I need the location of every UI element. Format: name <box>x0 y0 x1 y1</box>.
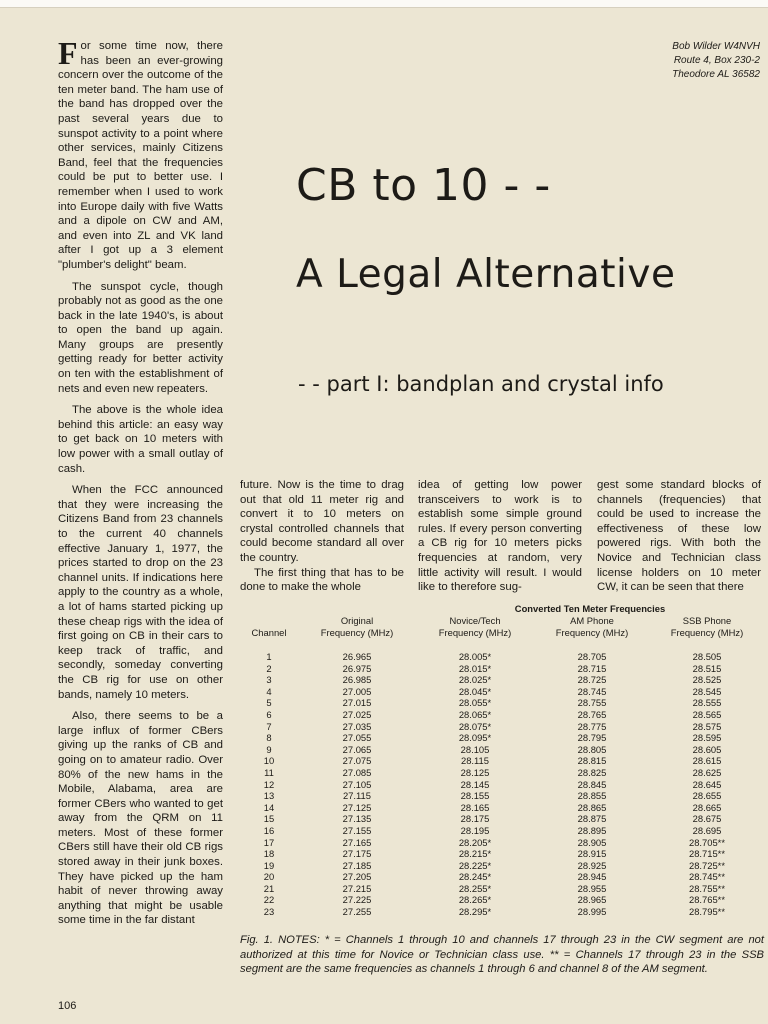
table-group-header-row <box>240 603 764 615</box>
table-cell: 28.505 <box>692 651 722 662</box>
table-cell: 28.595 <box>692 732 722 744</box>
table-cell: 1 <box>266 651 272 662</box>
left-text-column <box>58 35 223 935</box>
text-column-2 <box>418 478 582 595</box>
table-cell: 28.855 <box>577 790 607 802</box>
table-cell: 28.965 <box>577 894 607 906</box>
article-subtitle: - - part I: bandplan and crystal info <box>298 372 664 396</box>
table-cell: 28.955 <box>577 882 607 894</box>
table-row <box>240 813 764 825</box>
table-cell: 28.065* <box>458 708 492 720</box>
table-cell: 23 <box>263 906 275 918</box>
table-cell: 28.605 <box>692 743 722 755</box>
table-cell: 28.255* <box>458 882 492 894</box>
table-row <box>240 848 764 860</box>
table-cell: 27.135 <box>342 813 372 825</box>
table-cell: 19 <box>263 859 275 871</box>
table-cell: 26.985 <box>342 674 372 686</box>
table-cell: 27.085 <box>342 766 372 778</box>
paragraph <box>58 35 223 273</box>
table-row <box>240 697 764 709</box>
table-row <box>240 767 764 779</box>
table-cell: 27.155 <box>342 824 372 836</box>
table-cell: 27.065 <box>342 743 372 755</box>
table-cell: 28.205* <box>458 836 492 848</box>
table-cell: 27.205 <box>342 871 372 883</box>
table-row <box>240 871 764 883</box>
table-cell: 28.745 <box>577 685 607 697</box>
table-cell: 28.705 <box>577 651 607 662</box>
page-number: 106 <box>58 1000 77 1012</box>
table-cell: 28.725 <box>577 674 607 686</box>
table-cell: 27.255 <box>342 906 372 918</box>
table-cell: 28.125 <box>460 766 490 778</box>
table-cell: 12 <box>263 778 275 790</box>
column-header: Frequency (MHz) <box>320 627 394 638</box>
table-cell: 28.745** <box>689 871 725 883</box>
table-cell: 28.945 <box>577 871 607 883</box>
article-title-line2: A Legal Alternative <box>296 252 676 297</box>
table-cell: 28.155 <box>460 790 490 802</box>
table-cell: 28.045* <box>458 685 492 697</box>
table-cell: 28.725** <box>689 859 725 871</box>
table-cell: 28.615 <box>692 755 722 767</box>
page-top-edge <box>0 0 768 8</box>
author-address: Route 4, Box 230-2 <box>673 55 760 66</box>
drop-cap: F <box>58 35 78 71</box>
table-cell: 28.675 <box>692 813 722 825</box>
table-cell: 15 <box>263 813 275 825</box>
table-cell: 28.555 <box>692 697 722 709</box>
table-cell: 28.755 <box>577 697 607 709</box>
paragraph: idea of getting low power transceivers to work is to establish some simple ground rules. If every person converting a CB rig for 10 meters picks frequencies at random, very little activity will result. I would like to therefore sug- <box>418 479 582 594</box>
author-city: Theodore AL 36582 <box>672 69 760 80</box>
table-cell: 28.625 <box>692 766 722 778</box>
table-cell: 27.105 <box>342 778 372 790</box>
table-row <box>240 744 764 756</box>
table-cell: 28.265* <box>458 894 492 906</box>
column-header: AM Phone <box>570 615 614 626</box>
table-cell: 28.865 <box>577 801 607 813</box>
article-title-line1: CB to 10 - - <box>296 160 551 211</box>
table-cell: 28.765** <box>689 894 725 906</box>
table-cell: 7 <box>266 720 272 732</box>
column-header <box>240 615 298 627</box>
paragraph: gest some standard blocks of channels (frequencies) that could be used to increase the effectiveness of these low powered rigs. With both the Novice and Technician class license holders on 10 meter CW, it can be seen that there <box>597 479 761 594</box>
table-cell: 28.845 <box>577 778 607 790</box>
paragraph: The first thing that has to be done to make the whole <box>240 566 404 594</box>
table-row <box>240 906 764 918</box>
table-cell: 27.075 <box>342 755 372 767</box>
paragraph: The sunspot cycle, though probably not as good as the one back in the late 1940's, is about to open the band up again. Many groups are presently getting ready for better activity on ten with the establishment of nets and even new repeaters. <box>58 280 223 395</box>
table-cell: 16 <box>263 824 275 836</box>
table-cell: 28.795 <box>577 732 607 744</box>
table-cell: 28.025* <box>458 674 492 686</box>
table-row <box>240 686 764 698</box>
table-cell: 28.565 <box>692 708 722 720</box>
table-cell: 27.165 <box>342 836 372 848</box>
table-cell: 28.295* <box>458 906 492 918</box>
table-cell: 8 <box>266 732 272 744</box>
table-row <box>240 651 764 663</box>
table-cell: 28.005* <box>458 651 492 662</box>
table-cell: 22 <box>263 894 275 906</box>
table-cell: 27.185 <box>342 859 372 871</box>
table-cell: 17 <box>263 836 275 848</box>
table-cell: 28.105 <box>460 743 490 755</box>
table-cell: 28.015* <box>458 662 492 674</box>
table-cell: 27.055 <box>342 732 372 744</box>
table-cell: 28.515 <box>692 662 722 674</box>
table-cell: 21 <box>263 882 275 894</box>
column-header: Frequency (MHz) <box>555 627 629 638</box>
table-cell: 27.225 <box>342 894 372 906</box>
table-cell: 4 <box>266 685 272 697</box>
table-cell: 28.665 <box>692 801 722 813</box>
table-row <box>240 709 764 721</box>
author-block <box>640 40 760 82</box>
table-cell: 2 <box>266 662 272 674</box>
column-header: Frequency (MHz) <box>438 627 512 638</box>
table-cell: 28.995 <box>577 906 607 918</box>
table-cell: 28.175 <box>460 813 490 825</box>
table-cell: 18 <box>263 848 275 860</box>
table-cell: 27.005 <box>342 685 372 697</box>
column-header: SSB Phone <box>682 615 732 626</box>
table-cell: 28.815 <box>577 755 607 767</box>
table-cell: 28.925 <box>577 859 607 871</box>
table-cell: 27.175 <box>342 848 372 860</box>
figure-caption: Fig. 1. NOTES: * = Channels 1 through 10 and channels 17 through 23 in the CW segment are not authorized at this time for Novice or Technician class use. ** = Channels 17 through 23 in the SSB segment are the same frequencies as channels 1 through 6 and channel 8 of the AM segment. <box>240 934 764 976</box>
column-header: Channel <box>251 627 287 638</box>
table-cell: 11 <box>264 766 274 778</box>
table-header-row-top <box>240 615 764 627</box>
table-cell: 28.715** <box>689 848 725 860</box>
table-row <box>240 790 764 802</box>
table-cell: 28.875 <box>577 813 607 825</box>
paragraph: When the FCC announced that they were increasing the Citizens Band from 23 channels to the current 40 channels effective January 1, 1977, the prices started to drop on the 23 channel units. If indications here apply to the country as a whole, a lot of hams started picking up these cheap rigs with the idea of first going on CB in their cars to keep track of traffic, and secondly, someday converting the CB rig for use on other bands, namely 10 meters. <box>58 484 223 701</box>
table-cell: 28.895 <box>577 824 607 836</box>
table-row <box>240 755 764 767</box>
table-cell: 28.095* <box>458 732 492 744</box>
table-row <box>240 732 764 744</box>
table-cell: 6 <box>266 708 272 720</box>
table-row <box>240 721 764 733</box>
table-row <box>240 860 764 872</box>
table-cell: 28.575 <box>692 720 722 732</box>
table-cell: 28.655 <box>692 790 722 802</box>
table-cell: 28.765 <box>577 708 607 720</box>
table-row <box>240 837 764 849</box>
table-cell: 28.195 <box>460 824 490 836</box>
table-cell: 27.025 <box>342 708 372 720</box>
table-cell: 28.075* <box>458 720 492 732</box>
text-column-3 <box>597 478 761 595</box>
column-header: Frequency (MHz) <box>670 627 744 638</box>
table-cell: 27.015 <box>342 697 372 709</box>
paragraph: Also, there seems to be a large influx of former CBers giving up the ranks of CB and going on to amateur radio. Over 80% of the new hams in the Mobile, Alabama, area are former CBers who wanted to get away from the QRM on 11 meters. Most of these former CBers still have their old CB rigs stored away in their junk boxes. They have picked up the ham habit of never throwing away anything that might be usable some time in the far distant <box>58 710 223 927</box>
table-cell: 27.125 <box>342 801 372 813</box>
table-row <box>240 894 764 906</box>
table-cell: 3 <box>266 674 272 686</box>
table-cell: 28.695 <box>692 824 722 836</box>
table-cell: 28.715 <box>577 662 607 674</box>
table-cell: 28.645 <box>692 778 722 790</box>
table-cell: 26.975 <box>342 662 372 674</box>
table-cell: 28.705** <box>689 836 725 848</box>
table-cell: 28.775 <box>577 720 607 732</box>
table-cell: 28.825 <box>577 766 607 778</box>
table-cell: 28.525 <box>692 674 722 686</box>
table-row <box>240 883 764 895</box>
table-cell: 14 <box>263 801 275 813</box>
table-cell: 28.115 <box>461 755 489 767</box>
table-cell: 28.545 <box>692 685 722 697</box>
paragraph: The above is the whole idea behind this article: an easy way to get back on 10 meters with low power with a small outlay of cash. <box>58 404 223 475</box>
table-cell: 27.035 <box>342 720 372 732</box>
table-cell: 13 <box>263 790 275 802</box>
table-cell: 28.805 <box>577 743 607 755</box>
table-cell: 20 <box>263 871 275 883</box>
table-cell: 28.055* <box>458 697 492 709</box>
table-row <box>240 674 764 686</box>
column-header: Original <box>340 615 374 626</box>
text-column-1 <box>240 478 404 595</box>
table-cell: 26.965 <box>342 651 372 662</box>
table-cell: 28.165 <box>460 801 490 813</box>
table-cell: 28.225* <box>458 859 492 871</box>
table-cell: 28.145 <box>460 778 490 790</box>
author-name: Bob Wilder W4NVH <box>672 41 760 52</box>
table-cell: 27.215 <box>342 882 372 894</box>
table-row <box>240 802 764 814</box>
table-row <box>240 825 764 837</box>
table-cell: 28.215* <box>458 848 492 860</box>
paragraph-text: or some time now, there has been an ever-growing concern over the outcome of the ten meter band. The ham use of the band has dropped over the past several years due to sunspot activity to a point where other services, mainly Citizens Band, feel that the frequencies could be put to better use. I remember when I used to work into Europe daily with five Watts and a dipole on CW and AM, and even into ZL and VK land after I got up a 3 element "plumber's delight" beam. <box>58 40 223 271</box>
frequency-table <box>240 603 764 918</box>
table-header-row-bottom <box>240 627 764 639</box>
table-row <box>240 779 764 791</box>
table-cell: 28.795** <box>689 906 725 918</box>
table-cell: 28.245* <box>458 871 492 883</box>
table-cell: 5 <box>266 697 272 709</box>
table-row <box>240 663 764 675</box>
table-group-header: Converted Ten Meter Frequencies <box>514 603 666 614</box>
table-cell: 10 <box>263 755 275 767</box>
table-cell: 28.905 <box>577 836 607 848</box>
table-cell: 28.755** <box>689 882 725 894</box>
table-cell: 27.115 <box>343 790 371 802</box>
table-cell: 28.915 <box>577 848 607 860</box>
column-header: Novice/Tech <box>449 615 501 626</box>
paragraph: future. Now is the time to drag out that old 11 meter rig and convert it to 10 meters on crystal controlled channels that could become standard all over the country. <box>240 479 404 564</box>
table-cell: 9 <box>266 743 272 755</box>
table-spacer <box>240 639 764 651</box>
